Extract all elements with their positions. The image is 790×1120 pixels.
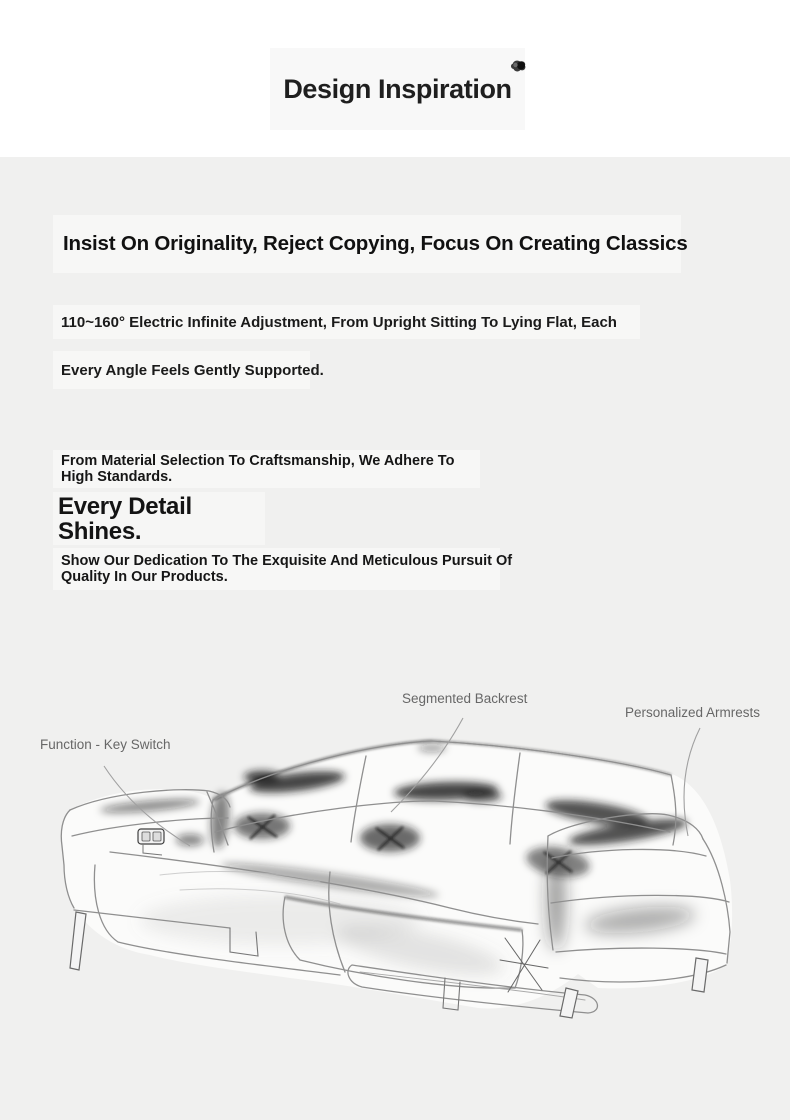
big-statement (53, 492, 265, 545)
title-box (270, 48, 525, 130)
closing-paragraph (53, 548, 513, 590)
big-line-1: Every Detail (58, 492, 192, 520)
sofa-sketch-illustration (0, 660, 790, 1060)
subline-1-text: 110~160° Electric Infinite Adjustment, From Upright Sitting To Lying Flat, Each (61, 313, 617, 331)
headline-band (53, 215, 688, 273)
callout-function-key-switch: Function - Key Switch (40, 737, 171, 752)
lead-line-1: From Material Selection To Craftsmanship, We Adhere To (61, 452, 455, 469)
headline-text: Insist On Originality, Reject Copying, Focus On Creating Classics (63, 232, 688, 255)
header (0, 0, 790, 157)
callout-segmented-backrest: Segmented Backrest (402, 691, 528, 706)
subline-2-text: Every Angle Feels Gently Supported. (61, 361, 324, 379)
ink-blob-icon (509, 59, 529, 74)
lead-line-2: High Standards. (61, 469, 173, 485)
callout-personalized-armrests: Personalized Armrests (625, 705, 761, 720)
subline-band-2 (53, 351, 324, 389)
big-line-2: Shines. (58, 517, 142, 545)
page-title: Design Inspiration (283, 73, 512, 104)
subline-band-1 (53, 305, 640, 339)
lead-paragraph (53, 450, 480, 488)
closing-line-1: Show Our Dedication To The Exquisite And Meticulous Pursuit Of (61, 552, 513, 569)
closing-line-2: Quality In Our Products. (61, 569, 228, 585)
sofa-figure (0, 660, 790, 1060)
